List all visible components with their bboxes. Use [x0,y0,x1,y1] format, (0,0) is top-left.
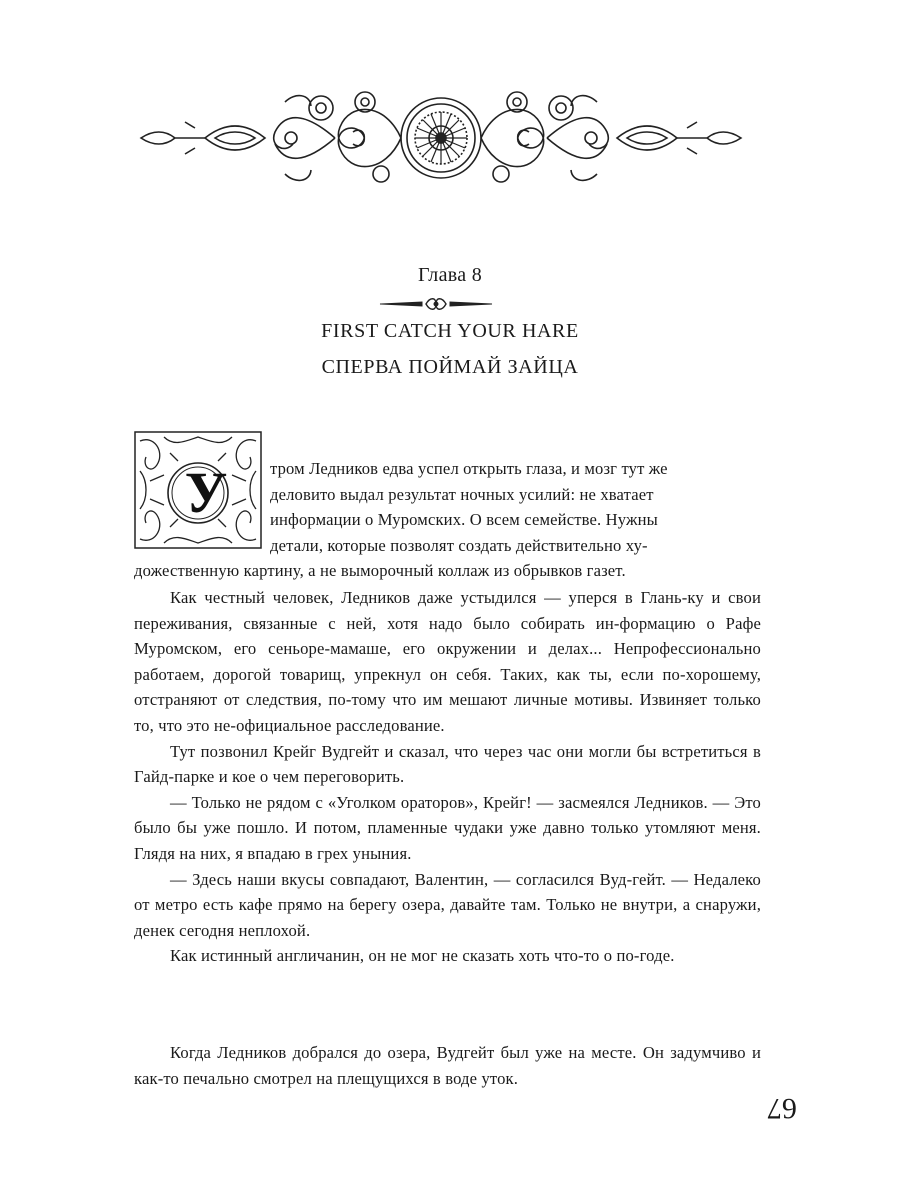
paragraph: — Только не рядом с «Уголком ораторов», Крейг! — засмеялся Ледников. — Это было бы уже пошло. И потом, пламенные чудаки уже давно только утомляют меня. Глядя на них, я впадаю в грех уныния. [134,792,761,863]
paragraph-line: тром Ледников едва успел открыть глаза, и мозг тут же [270,459,668,478]
chapter-number: Глава 8 [417,264,483,286]
drop-cap-letter: У [184,460,228,525]
paragraph: Тут позвонил Крейг Вудгейт и сказал, что через час они могли бы встретиться в Гайд-парке и кое о чем переговорить. [134,741,761,787]
paragraph-line: детали, которые позволят создать действительно ху- [270,535,648,555]
page-number: 67 [767,1092,797,1125]
first-paragraph [134,456,761,584]
paragraph-line: информации о Муромских. О всем семействе. Нужны [270,510,658,530]
paragraph-line: деловито выдал результат ночных усилий: не хватает [270,484,654,504]
chapter-title-russian: СПЕРВА ПОЙМАЙ ЗАЙЦА [321,356,579,378]
section-paragraph [134,1040,761,1091]
paragraph-text: дожественную картину, а не выморочный коллаж из обрывков газет. [134,561,626,581]
paragraph: Когда Ледников добрался до озера, Вудгейт был уже на месте. Он задумчиво и как-то печально смотрел на плещущихся в воде уток. [134,1043,761,1088]
paragraph: — Здесь наши вкусы совпадают, Валентин, — согласился Вуд-гейт. — Недалеко от метро есть кафе прямо на берегу озера, давайте там. Только не внутри, а снаружи, денек сегодня неплохой. [134,869,761,940]
ornament-header [135,82,747,194]
paragraph: Как честный человек, Ледников даже устыдился — уперся в Глань-ку и свои переживания, связанные с ней, хотя надо было собирать ин-формацию о Рафе Муромском, его сеньоре-мамаше, его окружении и делах... Непрофессионально работаем, дорогой товарищ, упрекнул он себя. Таких, как ты, если по-хорошему, отстраняют от следствия, по-тому что им мешают личные мотивы. Извиняет только то, что это не-официальное расследование. [134,588,761,735]
paragraph: Как истинный англичанин, он не мог не сказать хоть что-то о по-годе. [170,946,675,966]
body-text [134,585,761,969]
divider-ornament [378,293,494,315]
chapter-title-english: FIRST CATCH YOUR HARE [321,320,579,342]
